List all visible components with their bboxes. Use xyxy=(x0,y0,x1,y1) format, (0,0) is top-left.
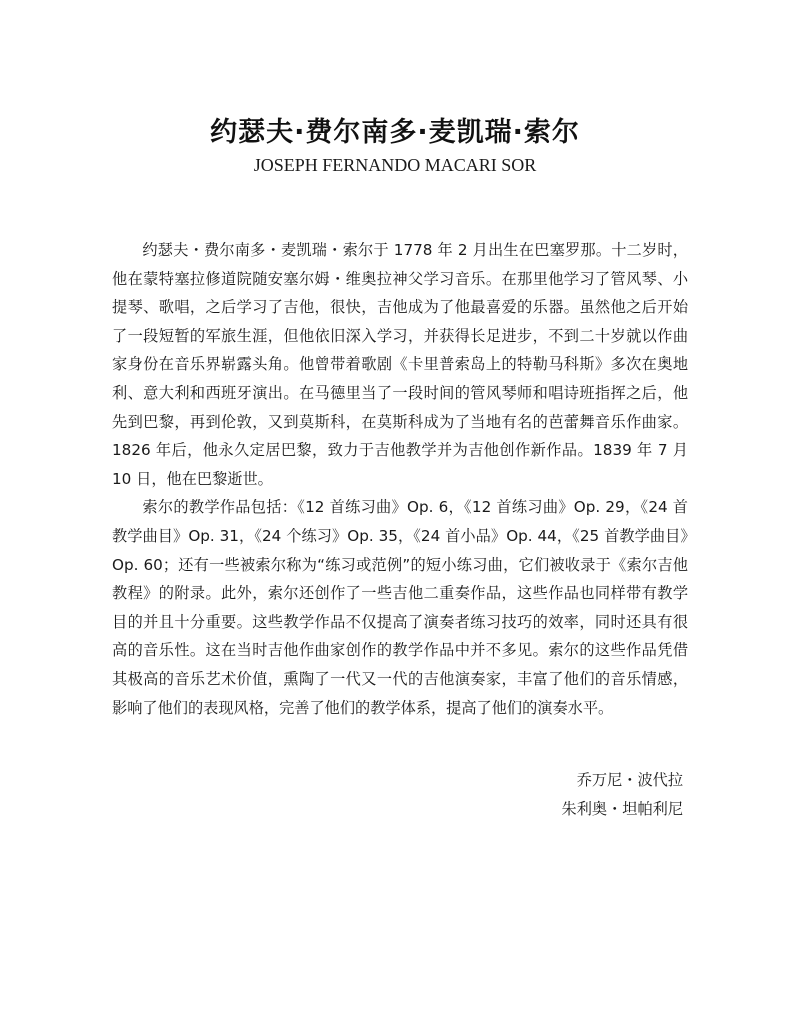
author-name: 朱利奥・坦帕利尼 xyxy=(561,799,683,818)
page-title: 约瑟夫·费尔南多·麦凯瑞·索尔 xyxy=(210,117,580,148)
page-subtitle-english: JOSEPH FERNANDO MACARI SOR xyxy=(253,155,537,175)
author-signatures xyxy=(562,766,684,823)
author-name: 乔万尼・波代拉 xyxy=(576,771,683,789)
paragraph-teaching-works: 索尔的教学作品包括：《12 首练习曲》Op. 6，《12 首练习曲》Op. 29，《24 首教学曲目》Op. 31，《24 个练习》Op. 35，《24 首小品》Op. 44，《25 首教学曲目》Op. 60；还有一些被索尔称为“练习或范例”的短小练习曲，它们被收录于《索尔吉他教程》的附录。此外，索尔还创作了一些吉他二重奏作品，这些作品也同样带有教学目的并且十分重要。这些教学作品不仅提高了演奏者练习技巧的效率，同时还具有很高的音乐性。这在当时吉他作曲家创作的教学作品中并不多见。索尔的这些作品凭借其极高的音乐艺术价值，熏陶了一代又一代的吉他演奏家，丰富了他们的音乐情感，影响了他们的表现风格，完善了他们的教学体系，提高了他们的演奏水平。 xyxy=(112,498,688,717)
paragraph-biography: 约瑟夫・费尔南多・麦凯瑞・索尔于 1778 年 2 月出生在巴塞罗那。十二岁时，他在蒙特塞拉修道院随安塞尔姆・维奥拉神父学习音乐。在那里他学习了管风琴、小提琴、歌唱，之后学习了吉他，很快，吉他成为了他最喜爱的乐器。虽然他之后开始了一段短暂的军旅生涯，但他依旧深入学习，并获得长足进步，不到二十岁就以作曲家身份在音乐界崭露头角。他曾带着歌剧《卡里普索岛上的特勒马科斯》多次在奥地利、意大利和西班牙演出。在马德里当了一段时间的管风琴师和唱诗班指挥之后，他先到巴黎，再到伦敦，又到莫斯科，在莫斯科成为了当地有名的芭蕾舞音乐作曲家。1826 年后，他永久定居巴黎，致力于吉他教学并为吉他创作新作品。1839 年 7 月 10 日，他在巴黎逝世。 xyxy=(112,241,688,488)
body-text xyxy=(112,236,688,722)
